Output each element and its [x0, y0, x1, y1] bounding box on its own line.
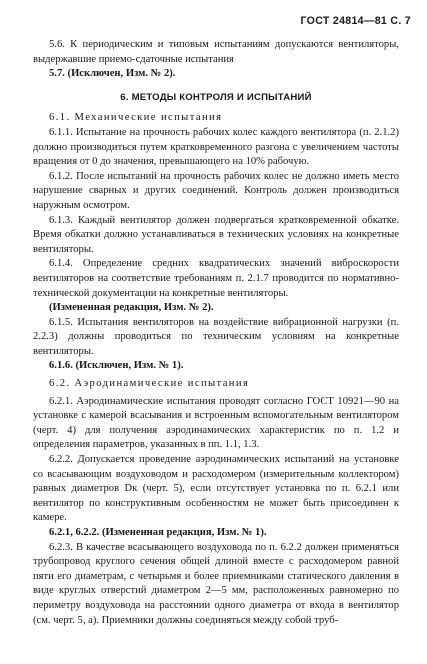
document-body: [33, 38, 399, 628]
paragraph-6-1-1: 6.1.1. Испытание на прочность рабочих колес каждого вентилятора (п. 2.1.2) должно производиться путем кратковременного разгона с увеличением частоты вращения от 0 до значения, превышающего на 10% рабочую.: [33, 126, 399, 168]
paragraph-6-2-1: 6.2.1. Аэродинамические испытания проводят согласно ГОСТ 10921—90 на установке с камерой всасывания и встроенным вспомогательным вентилятором (черт. 4) для получения аэродинамических характеристик по п. 1.2 и определения параметров, указанных в пп. 1.1, 1.3.: [33, 395, 399, 451]
page-header: ГОСТ 24814—81 С. 7: [300, 15, 411, 27]
paragraph-6-1-4: 6.1.4. Определение средних квадратических значений виброскорости вентиляторов на соответствие требованиям п. 2.1.7 проводится по нормативно-технической документации на конкретные вентиляторы.: [33, 258, 399, 299]
section-title: 6. МЕТОДЫ КОНТРОЛЯ И ИСПЫТАНИЙ: [120, 91, 312, 103]
paragraph-6-1-6: 6.1.6. (Исключен, Изм. № 1).: [49, 360, 184, 372]
paragraph-5-6: 5.6. К периодическим и типовым испытаниям допускаются вентиляторы, выдержавшие приемо-сдаточные испытания: [33, 39, 399, 65]
amendment-note-2: 6.2.1, 6.2.2. (Измененная редакция, Изм. № 1).: [49, 527, 267, 538]
paragraph-6-2-3: 6.2.3. В качестве всасывающего воздуховода по п. 6.2.2 должен применяться трубопровод круглого сечения общей длиной вместе с расходомером равной пяти его диаметрам, с четырьмя и более приемниками статического давления в виде круглых отверстий диаметром 2—5 мм, расположенных равномерно по периметру воздуховода на расстоянии одного диаметра от входа в вентилятор (см. черт. 5, а). Приемники должны соединяться между собой труб-: [33, 541, 399, 626]
amendment-note-1: (Измененная редакция, Изм. № 2).: [49, 302, 214, 314]
paragraph-6-1-2: 6.1.2. После испытаний на прочность рабочих колес не должно иметь место нарушение сварных и других соединений. Контроль должен производиться наружным осмотром.: [33, 170, 399, 211]
paragraph-6-2-2: 6.2.2. Допускается проведение аэродинамических испытаний на установке со всасывающим воздуховодом и расходомером (измерительным коллектором) равных диаметров Dк (черт. 5), если отсутствует установка по п. 6.2.1 или вентилятор по конструктивным особенностям не может быть присоединен к камере.: [33, 454, 399, 524]
paragraph-6-1-3: 6.1.3. Каждый вентилятор должен подвергаться кратковременной обкатке. Время обкатки должно устанавливаться в технических условиях на конкретные вентиляторы.: [33, 214, 399, 255]
subsection-6-1-title: 6.1. Механические испытания: [49, 112, 223, 124]
subsection-6-2-title: 6.2. Аэродинамические испытания: [49, 378, 250, 390]
paragraph-5-7: 5.7. (Исключен, Изм. № 2).: [49, 68, 176, 80]
paragraph-6-1-5: 6.1.5. Испытания вентиляторов на воздействие вибрационной нагрузки (п. 2.2.3) должны проводиться по техническим условиям на конкретные вентиляторы.: [33, 316, 399, 357]
